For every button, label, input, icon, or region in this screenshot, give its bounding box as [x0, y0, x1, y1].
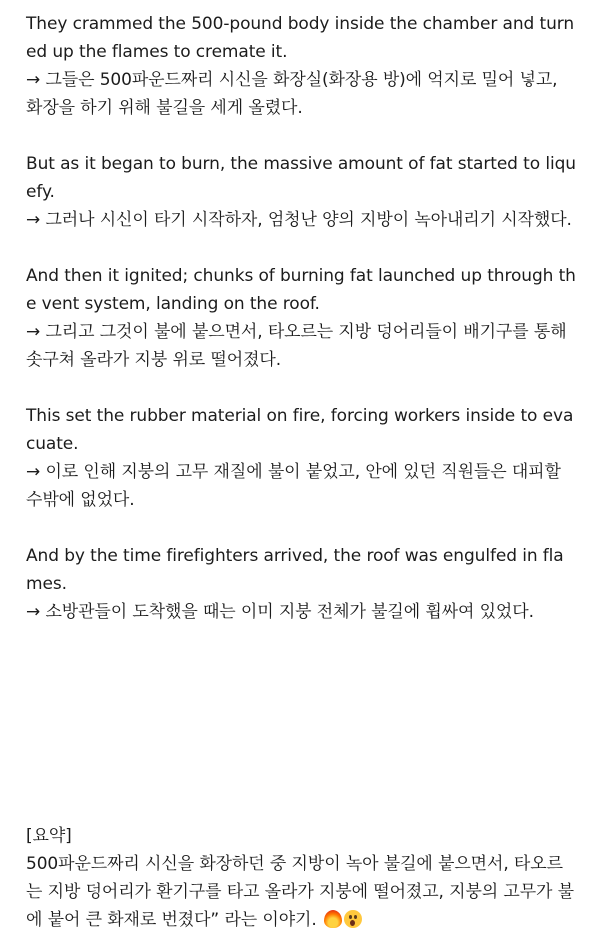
korean-translation: → 이로 인해 지붕의 고무 재질에 불이 붙었고, 안에 있던 직원들은 대피할 수밖에 없었다. [26, 462, 561, 510]
summary-text: 500파운드짜리 시신을 화장하던 중 지방이 녹아 불길에 붙으면서, 타오르는 지방 덩어리가 환기구를 타고 올라가 지붕에 떨어졌고, 지붕의 고무가 불에 붙어 큰 화재로 번졌다” 라는 이야기. [26, 854, 575, 930]
astonished-face-icon [344, 910, 362, 928]
summary-section [26, 822, 576, 934]
summary-text-line [26, 850, 576, 934]
korean-translation: → 소방관들이 도착했을 때는 이미 지붕 전체가 불길에 휩싸여 있었다. [26, 602, 534, 622]
paragraph-1 [26, 10, 576, 122]
korean-translation: → 그들은 500파운드짜리 시신을 화장실(화장용 방)에 억지로 밀어 넣고, 화장을 하기 위해 불길을 세게 올렸다. [26, 70, 558, 118]
english-sentence: They crammed the 500-pound body inside the chamber and turned up the flames to cremate it. [26, 14, 575, 62]
paragraph-5 [26, 542, 576, 626]
korean-translation: → 그리고 그것이 불에 붙으면서, 타오르는 지방 덩어리들이 배기구를 통해 솟구쳐 올라가 지붕 위로 떨어졌다. [26, 322, 567, 370]
english-sentence: But as it began to burn, the massive amount of fat started to liquefy. [26, 154, 576, 202]
fire-icon [324, 910, 342, 928]
korean-translation: → 그러나 시신이 타기 시작하자, 엄청난 양의 지방이 녹아내리기 시작했다. [26, 210, 572, 230]
english-sentence: And by the time firefighters arrived, the roof was engulfed in flames. [26, 546, 564, 594]
paragraph-2 [26, 150, 576, 234]
article-body [26, 10, 576, 654]
summary-heading: [요약] [26, 826, 72, 846]
paragraph-3 [26, 262, 576, 374]
paragraph-4 [26, 402, 576, 514]
english-sentence: And then it ignited; chunks of burning fat launched up through the vent system, landing on the roof. [26, 266, 576, 314]
english-sentence: This set the rubber material on fire, forcing workers inside to evacuate. [26, 406, 574, 454]
